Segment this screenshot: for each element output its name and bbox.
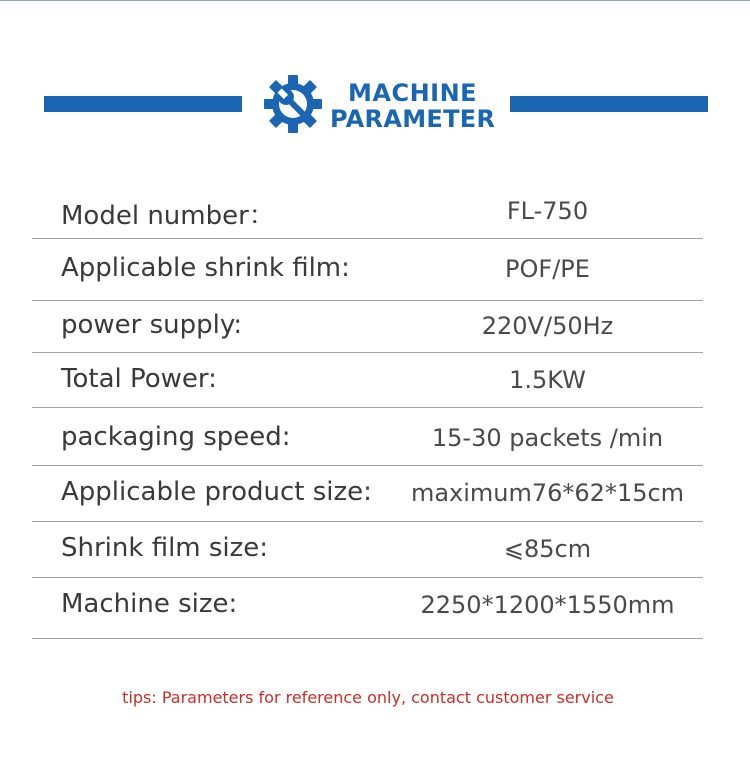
header-bar-left [44, 96, 242, 112]
parameter-label: Machine size: [61, 589, 238, 619]
parameter-value: 220V/50Hz [481, 312, 614, 340]
parameter-label: Applicable shrink film: [61, 253, 350, 283]
parameter-value: ⩽85cm [503, 535, 592, 563]
parameter-value: 1.5KW [509, 366, 586, 394]
header-bar-right [510, 96, 708, 112]
parameter-row-model-number [32, 184, 703, 239]
parameter-label: Applicable product size: [61, 477, 372, 507]
parameter-value: POF/PE [505, 255, 590, 283]
parameter-row-machine-size [32, 578, 703, 639]
parameter-label: packaging speed: [61, 422, 291, 452]
parameter-row-power-supply [32, 301, 703, 353]
parameter-value: FL-750 [506, 197, 589, 225]
gear-wrench-icon [263, 74, 323, 134]
top-divider [0, 0, 750, 1]
parameter-row-product-size [32, 466, 703, 522]
footer-tips: tips: Parameters for reference only, contact customer service [122, 688, 614, 707]
section-title-line2: PARAMETER [330, 105, 496, 133]
section-title-line1: MACHINE [348, 79, 478, 107]
parameter-row-film-size [32, 522, 703, 578]
parameter-value: 2250*1200*1550mm [420, 591, 675, 619]
parameter-row-packaging-speed [32, 408, 703, 466]
parameter-value: maximum76*62*15cm [410, 479, 685, 507]
parameter-row-shrink-film [32, 239, 703, 301]
parameter-value: 15-30 packets /min [431, 424, 664, 452]
parameter-label: Total Power: [61, 364, 217, 394]
parameter-label: power supply: [61, 310, 243, 340]
section-title [330, 80, 500, 132]
parameter-label: Model number： [61, 201, 275, 231]
parameter-label: Shrink film size: [61, 533, 269, 563]
parameter-table [32, 184, 703, 639]
parameter-row-total-power [32, 353, 703, 408]
